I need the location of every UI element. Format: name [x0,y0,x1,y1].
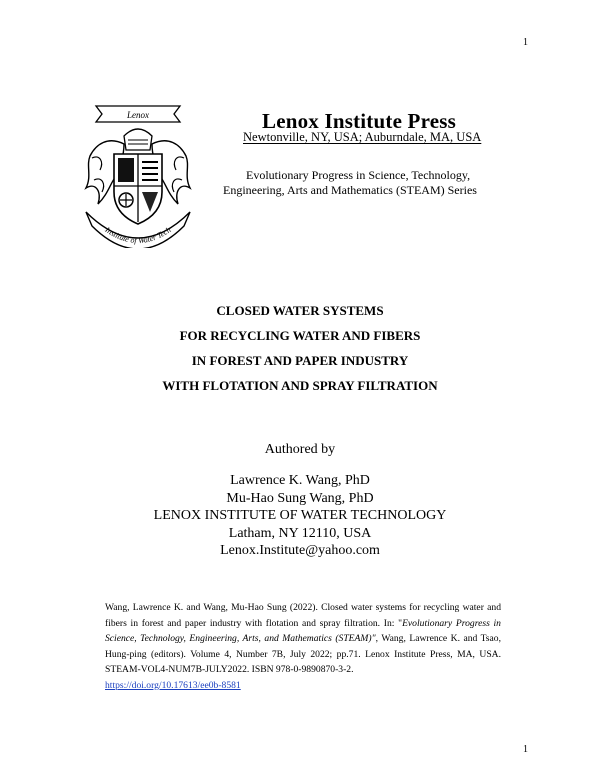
author-email: Lenox.Institute@yahoo.com [220,543,380,558]
author-name: Lawrence K. Wang, PhD [230,473,370,488]
publisher-name: Lenox Institute Press [262,109,456,133]
title-line: WITH FLOTATION AND SPRAY FILTRATION [162,378,438,393]
document-title [0,303,600,403]
author-block [0,472,600,560]
citation-text: Wang, Lawrence K. and Wang, Mu-Hao Sung (2022). Closed water systems for recycling water and fibers in forest and paper industry with flotation and spray filtration. In: " [105,602,501,629]
author-name: Mu-Hao Sung Wang, PhD [226,490,374,506]
crest-ribbon-text: Institute of Water Tech [103,225,173,246]
title-line: FOR RECYCLING WATER AND FIBERS [179,328,421,343]
citation-series-title: Evolutionary Progress in Science, Technology, Engineering, Arts, and Mathematics (STEAM)" [105,617,501,645]
citation-paragraph [105,600,501,694]
author-affiliation: LENOX INSTITUTE OF WATER TECHNOLOGY [153,508,447,523]
doi-link[interactable]: https://doi.org/10.17613/ee0b-8581 [105,679,241,691]
institute-crest-logo [78,96,198,248]
series-title-line-2: Engineering, Arts and Mathematics (STEAM) Series [223,183,477,197]
citation-text-continued: , Wang, Lawrence K. and Tsao, Hung-ping (editors). Volume 4, Number 7B, July 2022; pp.71. Lenox Institute Press, MA, USA. STEAM-VOL4-NUM7B-JULY2022. ISBN 978-0-9890870-3-2. [105,633,501,676]
page-number-bottom: 1 [523,744,528,755]
publisher-location: Newtonville, NY, USA; Auburndale, MA, USA [243,130,482,144]
title-line: IN FOREST AND PAPER INDUSTRY [191,353,409,368]
author-address: Latham, NY 12110, USA [228,525,372,541]
crest-banner-text: Lenox [127,110,149,120]
series-title-line-1: Evolutionary Progress in Science, Technology, [246,168,471,182]
title-line: CLOSED WATER SYSTEMS [216,303,384,318]
page-number-top: 1 [523,37,528,48]
authored-by-label: Authored by [264,442,336,457]
